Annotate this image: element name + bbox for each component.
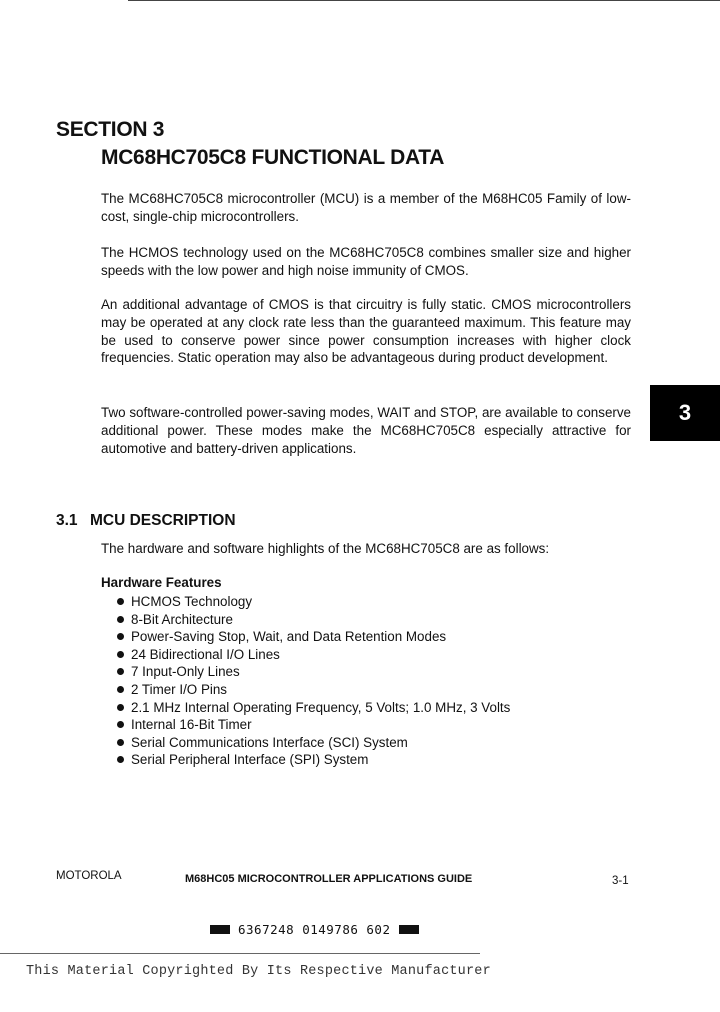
paragraph-hcmos: The HCMOS technology used on the MC68HC705C8 combines smaller size and higher speeds with the low power and high noise immunity of CMOS. [101, 245, 631, 278]
barcode-block-right [399, 925, 419, 934]
footer-publisher: MOTOROLA [56, 870, 122, 882]
section-number: SECTION 3 [56, 118, 165, 141]
feature-item: Serial Peripheral Interface (SPI) System [117, 751, 510, 769]
subsection-title: MCU DESCRIPTION [90, 512, 236, 529]
feature-item: 8-Bit Architecture [117, 611, 510, 629]
bottom-rule [0, 953, 480, 954]
footer-page-number: 3-1 [612, 875, 629, 887]
feature-item: Serial Communications Interface (SCI) System [117, 734, 510, 752]
section-tab: 3 [650, 385, 720, 441]
features-heading: Hardware Features [101, 575, 222, 590]
paragraph-intro: The MC68HC705C8 microcontroller (MCU) is a member of the M68HC05 Family of low-cost, single-chip microcontrollers. [101, 191, 631, 224]
feature-item: 2.1 MHz Internal Operating Frequency, 5 Volts; 1.0 MHz, 3 Volts [117, 699, 510, 717]
copyright-notice: This Material Copyrighted By Its Respective Manufacturer [26, 964, 491, 979]
barcode-line [210, 922, 419, 937]
feature-item: HCMOS Technology [117, 593, 510, 611]
feature-item: 2 Timer I/O Pins [117, 681, 510, 699]
footer-book-title: M68HC05 MICROCONTROLLER APPLICATIONS GUIDE [185, 873, 473, 885]
barcode-text: 6367248 0149786 602 [238, 922, 391, 937]
top-rule [128, 0, 720, 1]
features-list [117, 593, 510, 769]
subsection-intro: The hardware and software highlights of the MC68HC705C8 are as follows: [101, 541, 550, 556]
subsection-heading [56, 512, 236, 530]
barcode-block-left [210, 925, 230, 934]
section-title: MC68HC705C8 FUNCTIONAL DATA [101, 146, 445, 169]
feature-item: Power-Saving Stop, Wait, and Data Retention Modes [117, 628, 510, 646]
feature-item: Internal 16-Bit Timer [117, 716, 510, 734]
subsection-number: 3.1 [56, 512, 78, 529]
feature-item: 7 Input-Only Lines [117, 663, 510, 681]
feature-item: 24 Bidirectional I/O Lines [117, 646, 510, 664]
paragraph-cmos-advantage: An additional advantage of CMOS is that circuitry is fully static. CMOS microcontrollers may be operated at any clock rate less than the guaranteed maximum. This feature may be used to conserve power since power consumption increases with higher clock frequencies. Static operation may also be advantageous during product development. [101, 297, 631, 366]
paragraph-power-modes: Two software-controlled power-saving modes, WAIT and STOP, are available to conserve additional power. These modes make the MC68HC705C8 especially attractive for automotive and battery-driven applications. [101, 405, 631, 456]
